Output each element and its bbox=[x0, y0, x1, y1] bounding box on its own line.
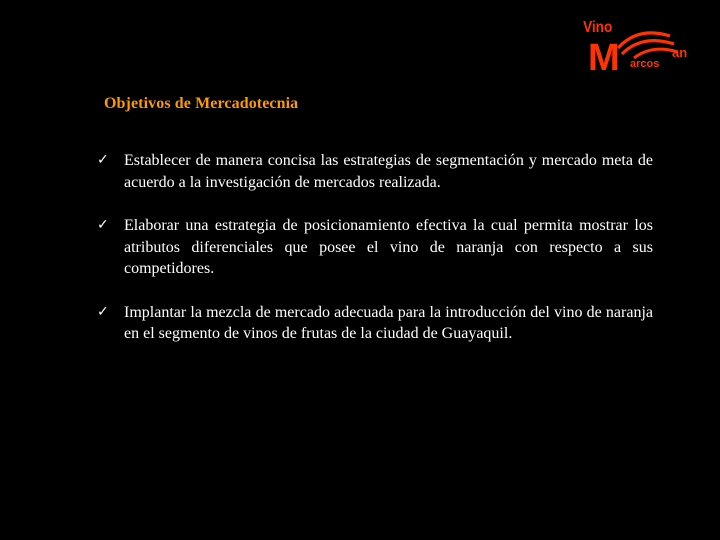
objective-item bbox=[97, 150, 653, 193]
objective-item bbox=[97, 215, 653, 280]
logo-bottom-text: arcos bbox=[630, 58, 660, 70]
section-heading: Objetivos de Mercadotecnia bbox=[104, 95, 299, 112]
objective-text: Establecer de manera concisa las estrategias de segmentación y mercado meta de acuerdo a la investigación de mercados realizada. bbox=[124, 152, 653, 191]
logo-right-text: an bbox=[672, 45, 688, 60]
objective-item bbox=[97, 302, 653, 345]
logo-initial: M bbox=[588, 37, 620, 74]
objectives-list bbox=[97, 150, 653, 345]
logo-top-text: Vino bbox=[583, 19, 613, 37]
vino-san-marcos-logo bbox=[578, 12, 710, 74]
objective-text: Implantar la mezcla de mercado adecuada para la introducción del vino de naranja en el segmento de vinos de frutas de la ciudad de Guayaquil. bbox=[124, 303, 653, 342]
check-icon: ✓ bbox=[97, 152, 109, 168]
check-icon: ✓ bbox=[97, 303, 109, 320]
objective-text: Elaborar una estrategia de posicionamiento efectiva la cual permita mostrar los atributos diferenciales que posee el vino de naranja con respecto a sus competidores. bbox=[124, 217, 653, 277]
check-icon: ✓ bbox=[97, 217, 109, 233]
